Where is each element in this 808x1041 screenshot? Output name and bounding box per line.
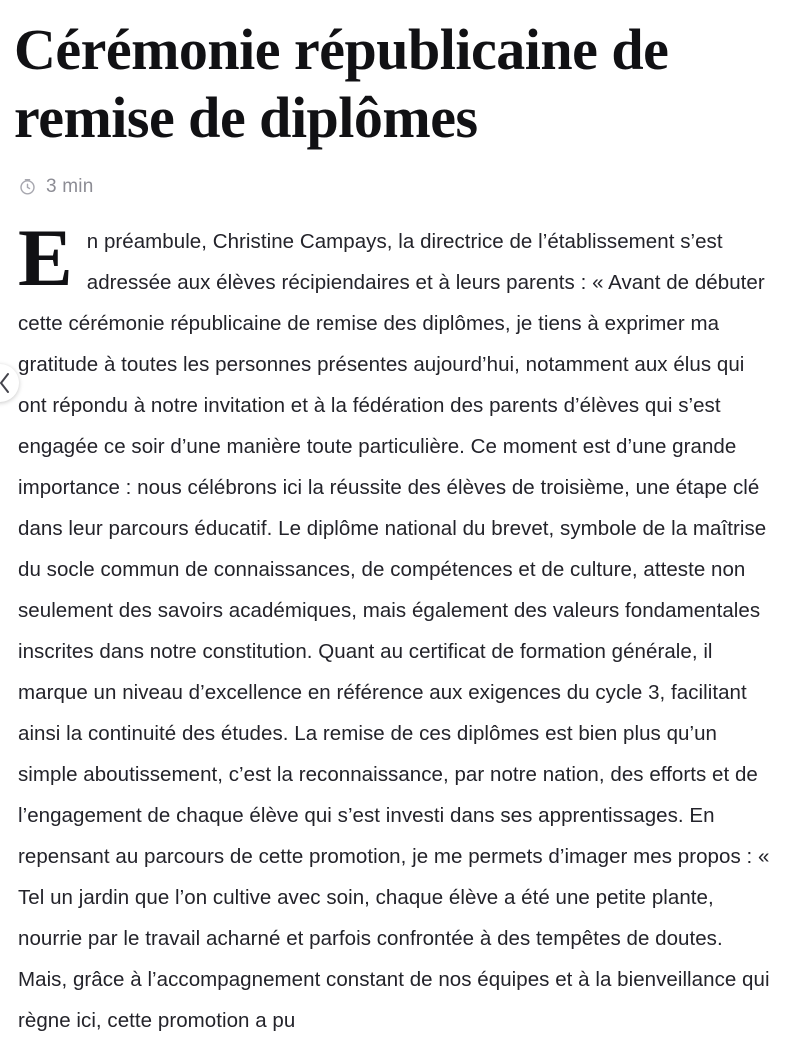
article-body: En préambule, Christine Campays, la directrice de l’établissement s’est adressée aux élèves récipiendaires et à leurs parents : « Avant de débuter cette cérémonie républicaine de remise des diplômes, je tiens à exprimer ma gratitude à toutes les personnes présentes aujourd’hui, notamment aux élus qui ont répondu à notre invitation et à la fédération des parents d’élèves qui s’est engagée ce soir d’une manière toute particulière. Ce moment est d’une grande importance : nous célébrons ici la réussite des élèves de troisième, une étape clé dans leur parcours éducatif. Le diplôme national du brevet, symbole de la maîtrise du socle commun de connaissances, de compétences et de culture, atteste non seulement des savoirs académiques, mais également des valeurs fondamentales inscrites dans notre constitution. Quant au certificat de formation générale, il marque un niveau d’excellence en référence aux exigences du cycle 3, facilitant ainsi la continuité des études. La remise de ces diplômes est bien plus qu’un simple aboutissement, c’est la reconnaissance, par notre nation, des efforts et de l’engagement de chaque élève qui s’est investi dans ses apprentissages. En repensant au parcours de cette promotion, je me permets d’imager mes propos : « Tel un jardin que l’on cultive avec soin, chaque élève a été une petite plante, nourrie par le travail acharné et parfois confrontée à des tempêtes de doutes. Mais, grâce à l’accompagnement constant de nos équipes et à la bienveillance qui règne ici, cette promotion a pu xyxy=(18,211,770,1032)
clock-icon xyxy=(18,177,37,196)
back-button[interactable] xyxy=(0,364,19,402)
page-title: Cérémonie républicaine de remise de diplômes xyxy=(14,17,669,151)
read-time-label: 3 min xyxy=(46,175,94,197)
chevron-left-icon xyxy=(0,372,12,394)
article-meta xyxy=(18,175,772,199)
